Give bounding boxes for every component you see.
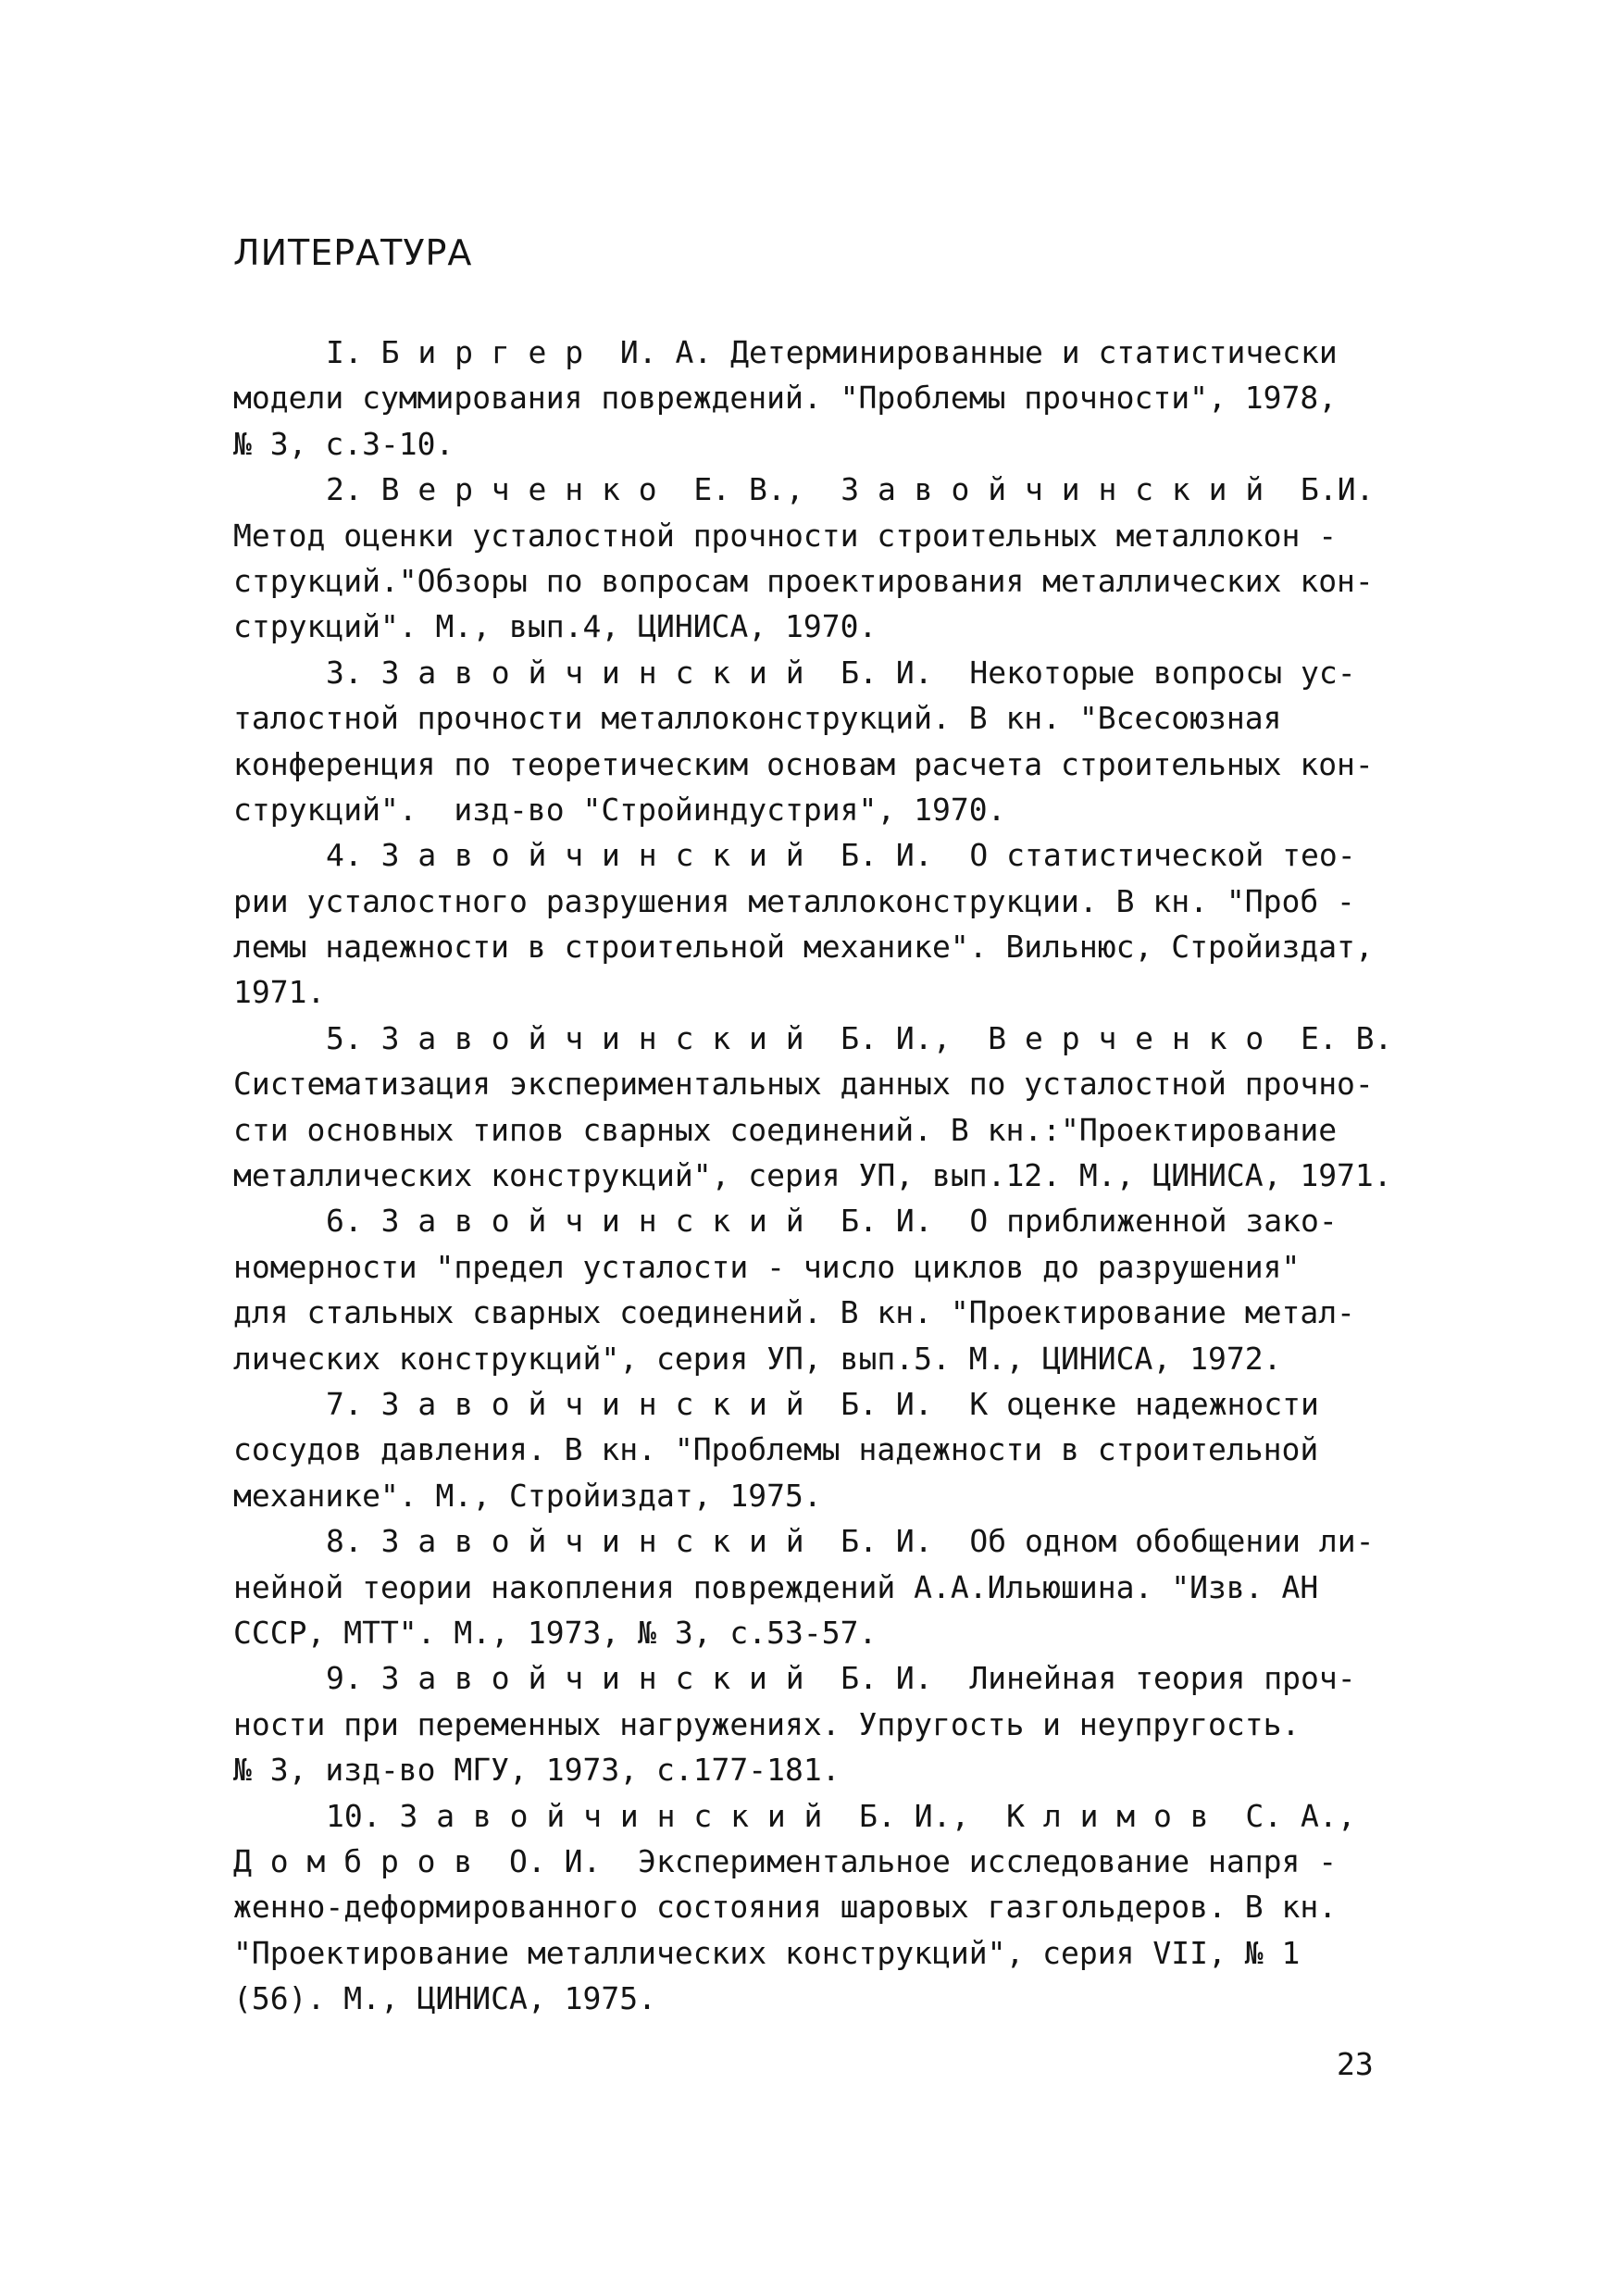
reference-text: ности при переменных нагружениях. Упругость и неупругость. [233,1705,1301,1742]
reference-text: 4. З а в о й ч и н с к и й Б. И. О статистической тео- [326,837,1356,874]
reference-text: 1971. [233,974,326,1011]
reference-line [233,1884,1427,1929]
reference-line [233,1702,1427,1747]
reference-text: 6. З а в о й ч и н с к и й Б. И. О приближенной зако- [326,1203,1338,1240]
reference-entry [233,1381,1427,1518]
reference-text: СССР, МТТ". М., 1973, № 3, с.53-57. [233,1614,878,1651]
reference-line [233,969,1427,1015]
reference-text: "Проектирование металлических конструкций", серия VII, № 1 [233,1934,1301,1971]
reference-text: конференция по теоретическим основам расчета строительных кон- [233,745,1374,782]
reference-text: номерности "предел усталости - число циклов до разрушения" [233,1248,1301,1285]
reference-text: Д о м б р о в О. И. Экспериментальное исследование напря - [233,1842,1338,1879]
reference-text: 5. З а в о й ч и н с к и й Б. И., В е р ч е н к о Е. В. [326,1019,1393,1056]
reference-text: № 3, с.3-10. [233,425,455,462]
reference-text: 8. З а в о й ч и н с к и й Б. И. Об одном обобщении ли- [326,1523,1375,1560]
reference-line [233,1473,1427,1518]
page-number: 23 [1337,2046,1374,2082]
reference-entry [233,650,1427,833]
reference-text: I. Б и р г е р И. А. Детерминированные и статистически [326,334,1338,370]
reference-line [233,1427,1427,1472]
reference-text: (56). М., ЦИНИСА, 1975. [233,1980,656,2017]
reference-text: талостной прочности металлоконструкций. В кн. "Всесоюзная [233,700,1282,737]
reference-text: сосудов давления. В кн. "Проблемы надежности в строительной [233,1431,1319,1468]
reference-text: 3. З а в о й ч и н с к и й Б. И. Некоторые вопросы ус- [326,654,1356,691]
reference-first-line [233,832,1427,878]
reference-entry [233,1793,1427,2022]
reference-text: нейной теории накопления повреждений А.А.Ильюшина. "Изв. АН [233,1568,1319,1605]
reference-line [233,558,1427,604]
reference-line [233,1976,1427,2021]
reference-entry [233,330,1427,467]
reference-line [233,924,1427,969]
reference-line [233,787,1427,832]
reference-line [233,1153,1427,1198]
reference-line [233,1290,1427,1335]
reference-text: для стальных сварных соединений. В кн. "Проектирование метал- [233,1294,1355,1331]
reference-text: струкций". изд-во "Стройиндустрия", 1970. [233,791,1006,828]
reference-text: рии усталостного разрушения металлоконструкции. В кн. "Проб - [233,882,1355,919]
reference-entry [233,1198,1427,1381]
reference-first-line [233,1518,1427,1564]
reference-line [233,1839,1427,1884]
reference-text: 10. З а в о й ч и н с к и й Б. И., К л и м о в С. А., [326,1797,1356,1834]
reference-text: женно-деформированного состояния шаровых газгольдеров. В кн. [233,1889,1338,1926]
reference-text: 7. З а в о й ч и н с к и й Б. И. К оценке надежности [326,1385,1319,1422]
reference-text: 9. З а в о й ч и н с к и й Б. И. Линейная теория проч- [326,1660,1356,1697]
reference-entry [233,1518,1427,1655]
reference-text: струкций". М., вып.4, ЦИНИСА, 1970. [233,608,878,645]
reference-line [233,604,1427,649]
reference-text: Систематизация экспериментальных данных по усталостной прочно- [233,1066,1374,1103]
reference-entry [233,1016,1427,1199]
reference-line [233,742,1427,787]
reference-text: механике". М., Стройиздат, 1975. [233,1477,822,1514]
reference-text: сти основных типов сварных соединений. В кн.:"Проектирование [233,1111,1338,1148]
reference-text: Метод оценки усталостной прочности строительных металлокон - [233,517,1338,554]
reference-first-line [233,330,1427,375]
reference-first-line [233,1793,1427,1839]
reference-line [233,421,1427,467]
reference-line [233,1107,1427,1153]
reference-first-line [233,1655,1427,1701]
reference-line [233,879,1427,924]
reference-line [233,1565,1427,1610]
reference-line [233,1930,1427,1976]
reference-line [233,1061,1427,1106]
reference-list [233,330,1427,2021]
reference-entry [233,1655,1427,1792]
reference-line [233,1336,1427,1381]
page-title: ЛИТЕРАТУРА [233,232,473,273]
reference-first-line [233,467,1427,512]
reference-line [233,513,1427,558]
reference-line [233,1610,1427,1655]
reference-entry [233,467,1427,650]
reference-line [233,1747,1427,1792]
reference-line [233,375,1427,420]
reference-text: струкций."Обзоры по вопросам проектирования металлических кон- [233,562,1374,599]
reference-first-line [233,1016,1427,1061]
reference-text: модели суммирования повреждений. "Проблемы прочности", 1978, [233,380,1338,417]
reference-first-line [233,1381,1427,1427]
reference-text: лемы надежности в строительной механике". Вильнюс, Стройиздат, [233,929,1374,966]
reference-line [233,695,1427,741]
reference-text: лических конструкций", серия УП, вып.5. М., ЦИНИСА, 1972. [233,1340,1282,1377]
reference-entry [233,832,1427,1016]
reference-first-line [233,650,1427,695]
reference-text: 2. В е р ч е н к о Е. В., З а в о й ч и н с к и й Б.И. [326,471,1375,508]
reference-line [233,1244,1427,1290]
reference-text: металлических конструкций", серия УП, вып.12. М., ЦИНИСА, 1971. [233,1157,1392,1194]
reference-first-line [233,1198,1427,1243]
reference-text: № 3, изд-во МГУ, 1973, с.177-181. [233,1752,841,1789]
